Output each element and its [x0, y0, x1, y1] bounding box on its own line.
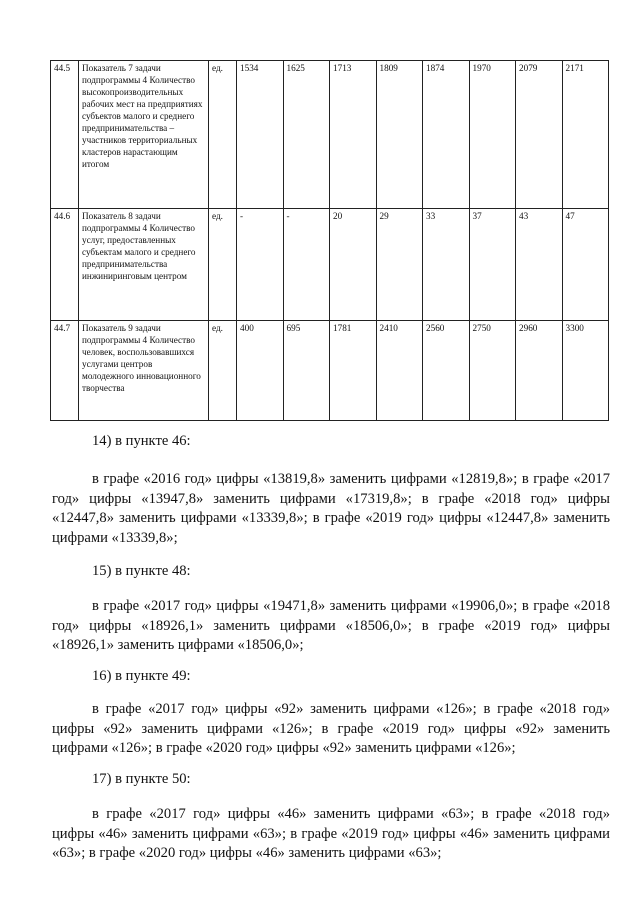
amendment-paragraph: в графе «2017 год» цифры «92» заменить цифрами «126»; в графе «2018 год» цифры «92» заменить цифрами «126»; в графе «2019 год» цифры «92» заменить цифрами «126»; в графе «2020 год» цифры «92» заменить цифрами «126»;	[52, 701, 610, 756]
section-heading: 14) в пункте 46:	[92, 433, 191, 449]
value-cell: 37	[469, 209, 516, 321]
value-cell: 695	[283, 321, 330, 421]
value-cell: 1781	[330, 321, 377, 421]
section-heading: 15) в пункте 48:	[92, 563, 191, 579]
table-row	[51, 61, 609, 209]
amendment-paragraph: в графе «2016 год» цифры «13819,8» заменить цифрами «12819,8»; в графе «2017 год» цифры «13947,8» заменить цифрами «17319,8»; в графе «2018 год» цифры «12447,8» заменить цифрами «13339,8»; в графе «2019 год» цифры «12447,8» заменить цифрами «13339,8»;	[52, 471, 610, 546]
indicators-table-wrapper	[50, 60, 608, 421]
section-body	[52, 700, 610, 759]
row-number: 44.6	[51, 209, 79, 321]
value-cell: 47	[562, 209, 609, 321]
value-cell: 1713	[330, 61, 377, 209]
section-heading: 17) в пункте 50:	[92, 771, 191, 787]
value-cell: 1809	[376, 61, 423, 209]
section-body	[52, 597, 610, 656]
value-cell: 2960	[516, 321, 563, 421]
value-cell: 2410	[376, 321, 423, 421]
indicator-name: Показатель 8 задачи подпрограммы 4 Количество услуг, предоставленных субъектам малого и среднего предпринимательства инжиниринговым центром	[79, 209, 209, 321]
value-cell: 1625	[283, 61, 330, 209]
value-cell: 1970	[469, 61, 516, 209]
value-cell: 2560	[423, 321, 470, 421]
value-cell: 2171	[562, 61, 609, 209]
section-body	[52, 470, 610, 548]
value-cell: 2750	[469, 321, 516, 421]
unit-cell: ед.	[209, 61, 237, 209]
indicators-table	[50, 60, 609, 421]
table-row	[51, 321, 609, 421]
indicator-name: Показатель 9 задачи подпрограммы 4 Количество человек, воспользовавшихся услугами центров молодежного инновационного творчества	[79, 321, 209, 421]
row-number: 44.7	[51, 321, 79, 421]
value-cell: 1874	[423, 61, 470, 209]
section-heading: 16) в пункте 49:	[92, 668, 191, 684]
section-body	[52, 805, 610, 864]
amendment-paragraph: в графе «2017 год» цифры «19471,8» заменить цифрами «19906,0»; в графе «2018 год» цифры «18926,1» заменить цифрами «18506,0»; в графе «2019 год» цифры «18926,1» заменить цифрами «18506,0»;	[52, 598, 610, 653]
amendment-paragraph: в графе «2017 год» цифры «46» заменить цифрами «63»; в графе «2018 год» цифры «46» заменить цифрами «63»; в графе «2019 год» цифры «46» заменить цифрами «63»; в графе «2020 год» цифры «46» заменить цифрами «63»;	[52, 806, 610, 861]
unit-cell: ед.	[209, 209, 237, 321]
value-cell: 1534	[237, 61, 284, 209]
indicator-name: Показатель 7 задачи подпрограммы 4 Количество высокопроизводительных рабочих мест на предприятиях субъектов малого и среднего предпринимательства – участников территориальных кластеров нарастающим итогом	[79, 61, 209, 209]
value-cell: 43	[516, 209, 563, 321]
unit-cell: ед.	[209, 321, 237, 421]
value-cell: 33	[423, 209, 470, 321]
value-cell: 3300	[562, 321, 609, 421]
value-cell: 400	[237, 321, 284, 421]
value-cell: -	[237, 209, 284, 321]
value-cell: 29	[376, 209, 423, 321]
value-cell: 2079	[516, 61, 563, 209]
value-cell: 20	[330, 209, 377, 321]
table-row	[51, 209, 609, 321]
value-cell: -	[283, 209, 330, 321]
row-number: 44.5	[51, 61, 79, 209]
